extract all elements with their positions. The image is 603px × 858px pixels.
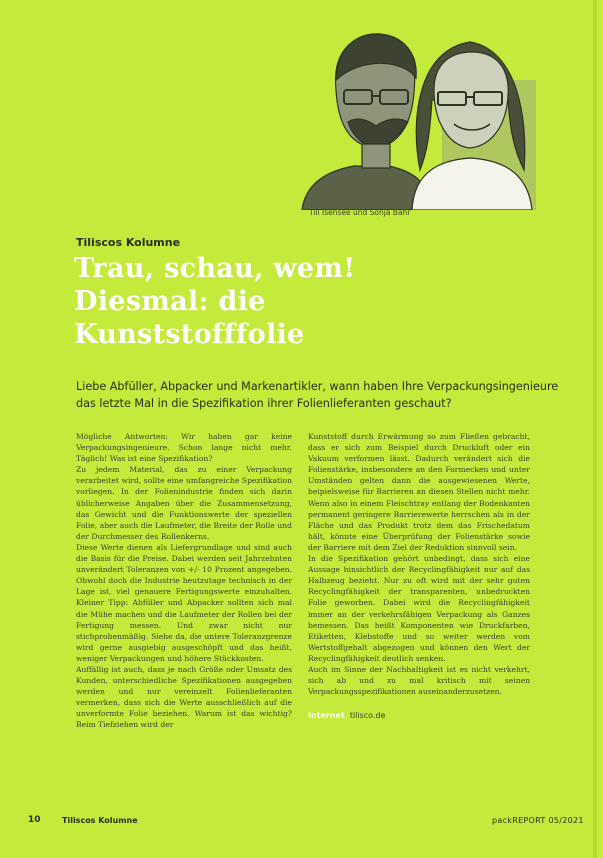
body-column-right <box>308 431 530 721</box>
internet-link[interactable]: tilisco.de <box>349 711 386 721</box>
headline-line: Kunststofffolie <box>74 319 305 350</box>
headline-line: Diesmal: die <box>74 286 266 317</box>
page-edge-shadow <box>593 0 597 858</box>
article-headline <box>74 252 355 351</box>
body-paragraph: Diese Werte dienen als Liefergrundlage und sind auch die Basis für die Preise. Dabei werden seit Jahrzehnten unverändert Toleranzen von +/- 10 Prozent angegeben. Obwohl doch die Industrie heutzutage technisch in der Lage ist, viel genauere Fertigungswerte einzuhalten. Kleiner Tipp: Abfüller und Abpacker sollten sich mal die Mühe machen und die Laufmeter der Rollen bei der Fertigung messen. Und zwar nicht nur stichprobenmäßig. Siehe da, die untere Toleranzgrenze wird gerne ausgiebig ausgeschöpft und das heißt, weniger Verpackungen und höhere Stückkosten. <box>76 542 292 663</box>
footer-magazine: packREPORT 05/2021 <box>492 816 584 825</box>
lead-line: das letzte Mal in die Spezifikation ihrer Folienlieferanten geschaut? <box>76 397 452 410</box>
internet-label: Internet <box>308 711 345 721</box>
footer-section: Tiliscos Kolumne <box>62 816 138 825</box>
body-paragraph: Auch im Sinne der Nachhaltigkeit ist es nicht verkehrt, sich ab und zu mal kritisch mit seinen Verpackungsspezifikationen auseinanderzusetzen. <box>308 664 530 697</box>
body-paragraph: In die Spezifikation gehört unbedingt, dass sich eine Aussage hinsichtlich der Recyclingfähigkeit nur auf das Halbzeug bezieht. Nur zu oft wird mit der sehr guten Recyclingfähigkeit der transparenten, unbedruckten Folie geworben. Dabei wird die Recyclingfähigkeit immer an der verkehrsfähigen Verpackung als Ganzes bemessen. Das heißt Komponenten wie Druckfarben, Etiketten, Klebstoffe und so weiter werden vom Wertstoffgehalt abgezogen und können den Wert der Recyclingfähigkeit deutlich senken. <box>308 554 530 663</box>
internet-reference <box>308 710 530 721</box>
body-paragraph: Auffällig ist auch, dass je nach Größe oder Umsatz des Kunden, unterschiedliche Spezifikationen ausgegeben werden und nur vereinzelt Folienlieferanten vermerken, dass sich die Werte ausschließlich auf die unverformte Folie beziehen. Warum ist das wichtig? Beim Tiefziehen wird der <box>76 664 292 730</box>
lead-line: Liebe Abfüller, Abpacker und Markenartikler, wann haben Ihre Verpackungsingenieure <box>76 380 559 393</box>
page-number: 10 <box>28 815 41 825</box>
portrait-photo <box>292 20 536 210</box>
body-paragraph: Mögliche Antworten: Wir haben gar keine Verpackungsingenieure. Schon lange nicht mehr. Täglich! Was ist eine Spezifikation? <box>76 432 292 464</box>
body-column-left <box>76 431 292 731</box>
headline-line: Trau, schau, wem! <box>74 253 356 284</box>
portrait-woman <box>412 42 532 210</box>
portrait-man <box>302 34 434 210</box>
body-paragraph: Kunststoff durch Erwärmung so zum Fließen gebracht, dass er sich zum Beispiel durch Druckluft oder ein Vakuum verformen lässt. Dadurch verändert sich die Folienstärke, insbesondere an den Formecken und unter Umständen gelten dann die ausgewiesenen Werte, beipielsweise für Barrieren an diesen Stellen nicht mehr. Wenn also in einem Fleischtray entlang der Bodenkanten permanent geringere Barrierewerte herrschen als in der Fläche und das Produkt trotz dem das Frischedatum hält, könnte eine Überprüfung der Folienstärke sowie der Barriere mit dem Ziel der Reduktion sinnvoll sein. <box>308 432 530 552</box>
photo-caption: Till Isensee und Sonja Bähr <box>309 208 411 217</box>
body-paragraph: Zu jedem Material, das zu einer Verpackung verarbeitet wird, sollte eine umfangreiche Spezifikation vorliegen. In der Folienindustrie finden sich darin üblicherweise Angaben über die Zusammensetzung, das Gewicht und die Funktionswerte der speziellen Folie, aber auch die Laufmeter, die Breite der Rolle und der Durchmesser des Rollenkerns. <box>76 465 292 541</box>
column-kicker: Tiliscos Kolumne <box>76 236 181 249</box>
article-lead <box>76 378 559 412</box>
